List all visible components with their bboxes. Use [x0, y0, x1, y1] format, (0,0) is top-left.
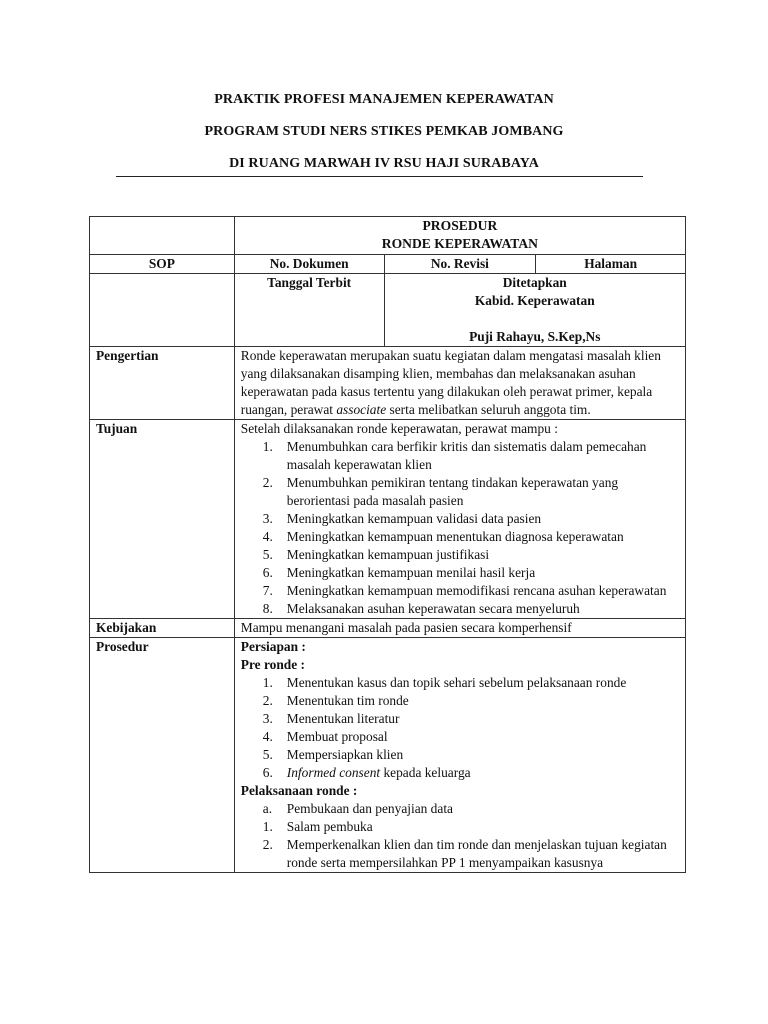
list-number: a. — [262, 801, 273, 816]
approval-cell — [384, 274, 685, 347]
meta-header-row — [90, 255, 686, 274]
list-number: 3. — [262, 511, 273, 526]
list-number: 6. — [262, 565, 273, 580]
list-number: 1. — [262, 675, 273, 690]
pengertian-text-italic: associate — [336, 402, 387, 417]
pengertian-text-a: Ronde keperawatan merupakan suatu kegiatan dalam mengatasi masalah klien yang dilaksanakan disamping klien, membahas dan melaksanakan asuhan keperawatan pada kasus tertentu yang dilakukan oleh perawat primer, kepala ruangan, perawat — [240, 348, 661, 417]
informed-consent-text: Informed consent — [286, 765, 381, 780]
list-number: 2. — [262, 475, 273, 490]
tujuan-label: Tujuan — [90, 420, 235, 619]
signature-space — [391, 310, 679, 328]
list-number: 7. — [262, 583, 273, 598]
list-item — [241, 746, 679, 764]
list-text: Menumbuhkan pemikiran tentang tindakan keperawatan yang berorientasi pada masalah pasien — [286, 475, 619, 508]
prosedur-label: Prosedur — [90, 638, 235, 873]
pre-ronde-list — [241, 674, 679, 764]
list-text: Menentukan literatur — [286, 711, 400, 726]
list-number: 5. — [262, 547, 273, 562]
list-item — [241, 836, 679, 872]
list-number: 5. — [262, 747, 273, 762]
list-text: Meningkatkan kemampuan menilai hasil kerja — [286, 565, 536, 580]
list-text: Meningkatkan kemampuan justifikasi — [286, 547, 490, 562]
list-item — [241, 474, 679, 510]
list-number: 3. — [262, 711, 273, 726]
list-text: Salam pembuka — [286, 819, 373, 834]
list-number: 4. — [262, 529, 273, 544]
pelaksanaan-list — [241, 800, 679, 872]
list-text: Pembukaan dan penyajian data — [286, 801, 453, 816]
kebijakan-text: Mampu menangani masalah pada pasien secara komperhensif — [234, 619, 685, 638]
pre-ronde-heading: Pre ronde : — [240, 657, 305, 672]
document-header — [0, 92, 768, 172]
pengertian-label: Pengertian — [90, 347, 235, 420]
list-text: Menentukan tim ronde — [286, 693, 409, 708]
no-dokumen-label: No. Dokumen — [234, 255, 384, 274]
list-item — [241, 438, 679, 474]
header-divider — [116, 176, 643, 177]
list-item — [241, 764, 679, 782]
list-number: 6. — [262, 765, 273, 780]
list-text: Melaksanakan asuhan keperawatan secara menyeluruh — [286, 601, 580, 616]
header-line-3: DI RUANG MARWAH IV RSU HAJI SURABAYA — [229, 156, 539, 171]
issue-row — [90, 274, 686, 347]
list-item — [241, 510, 679, 528]
prosedur-content — [234, 638, 685, 873]
list-item — [241, 546, 679, 564]
tujuan-row — [90, 420, 686, 619]
list-item — [241, 564, 679, 582]
list-text: Meningkatkan kemampuan menentukan diagnosa keperawatan — [286, 529, 624, 544]
signer-name: Puji Rahayu, S.Kep,Ns — [469, 329, 601, 344]
list-item — [241, 674, 679, 692]
list-text: Menentukan kasus dan topik sehari sebelum pelaksanaan ronde — [286, 675, 627, 690]
list-item — [241, 710, 679, 728]
list-text: Mempersiapkan klien — [286, 747, 404, 762]
list-number: 1. — [262, 439, 273, 454]
list-number: 1. — [262, 819, 273, 834]
list-text: Meningkatkan kemampuan validasi data pasien — [286, 511, 542, 526]
pengertian-row — [90, 347, 686, 420]
list-item — [241, 728, 679, 746]
prosedur-row — [90, 638, 686, 873]
list-item — [241, 528, 679, 546]
sop-table — [89, 216, 686, 873]
kebijakan-label: Kebijakan — [90, 619, 235, 638]
halaman-label: Halaman — [536, 255, 686, 274]
list-number: 2. — [262, 693, 273, 708]
list-number: 2. — [262, 837, 273, 852]
kebijakan-row — [90, 619, 686, 638]
list-item — [241, 600, 679, 618]
tujuan-list — [241, 438, 679, 618]
list-text: Membuat proposal — [286, 729, 388, 744]
empty-cell — [90, 274, 235, 347]
tujuan-intro: Setelah dilaksanakan ronde keperawatan, perawat mampu : — [240, 421, 558, 436]
list-text: Memperkenalkan klien dan tim ronde dan menjelaskan tujuan kegiatan ronde serta mempersilahkan PP 1 menyampaikan kasusnya — [286, 837, 667, 870]
tanggal-terbit-label: Tanggal Terbit — [234, 274, 384, 347]
pelaksanaan-heading: Pelaksanaan ronde : — [240, 783, 358, 798]
procedure-subtitle: RONDE KEPERAWATAN — [381, 236, 538, 251]
pengertian-text — [234, 347, 685, 420]
pre-item6-rest: kepada keluarga — [380, 765, 471, 780]
list-item — [241, 582, 679, 600]
persiapan-heading: Persiapan : — [240, 639, 306, 654]
empty-cell — [90, 217, 235, 255]
kabid-label: Kabid. Keperawatan — [474, 293, 595, 308]
list-number: 8. — [262, 601, 273, 616]
pengertian-text-b: serta melibatkan seluruh anggota tim. — [386, 402, 591, 417]
no-revisi-label: No. Revisi — [384, 255, 536, 274]
sop-label: SOP — [90, 255, 235, 274]
tujuan-content — [234, 420, 685, 619]
list-item — [241, 818, 679, 836]
list-text: Meningkatkan kemampuan memodifikasi rencana asuhan keperawatan — [286, 583, 667, 598]
list-item — [241, 800, 679, 818]
procedure-title-cell — [234, 217, 685, 255]
list-number: 4. — [262, 729, 273, 744]
list-text: Menumbuhkan cara berfikir kritis dan sistematis dalam pemecahan masalah keperawatan klien — [286, 439, 647, 472]
pre-ronde-list-cont — [241, 764, 679, 782]
procedure-title: PROSEDUR — [422, 218, 498, 233]
header-line-2: PROGRAM STUDI NERS STIKES PEMKAB JOMBANG — [204, 124, 564, 139]
header-line-1: PRAKTIK PROFESI MANAJEMEN KEPERAWATAN — [214, 92, 554, 107]
list-item — [241, 692, 679, 710]
title-row — [90, 217, 686, 255]
ditetapkan-label: Ditetapkan — [502, 275, 567, 290]
